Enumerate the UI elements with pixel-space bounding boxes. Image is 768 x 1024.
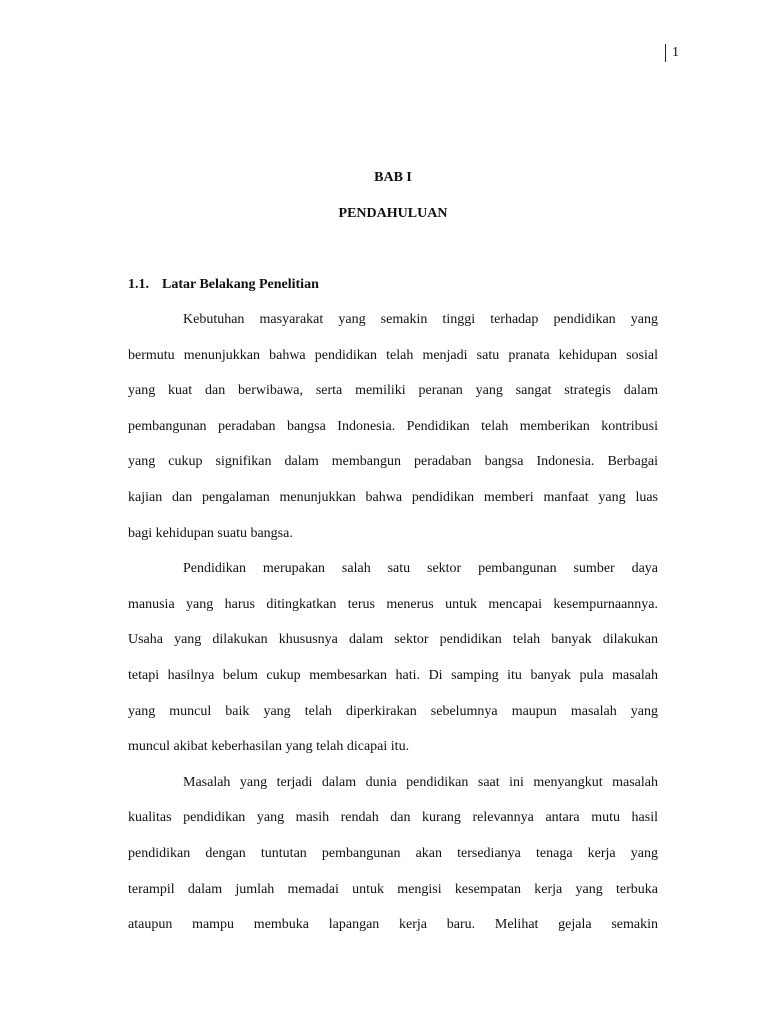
text-line: ataupun mampu membuka lapangan kerja baru. Melihat gejala semakin (128, 917, 658, 933)
chapter-title: PENDAHULUAN (338, 206, 448, 221)
chapter-label: BAB I (374, 170, 412, 185)
text-line: Usaha yang dilakukan khususnya dalam sektor pendidikan telah banyak dilakukan (128, 632, 658, 648)
page-number: 1 (665, 44, 679, 62)
section-number: 1.1. (128, 277, 149, 292)
text-line: bagi kehidupan suatu bangsa. (128, 525, 293, 541)
text-line: manusia yang harus ditingkatkan terus menerus untuk mencapai kesempurnaannya. (128, 596, 658, 612)
text-line: muncul akibat keberhasilan yang telah dicapai itu. (128, 739, 410, 755)
text-line: kajian dan pengalaman menunjukkan bahwa pendidikan memberi manfaat yang luas (128, 489, 658, 505)
text-line: Pendidikan merupakan salah satu sektor pembangunan sumber daya (183, 561, 658, 577)
text-line: terampil dalam jumlah memadai untuk mengisi kesempatan kerja yang terbuka (128, 881, 658, 897)
text-line: yang muncul baik yang telah diperkirakan sebelumnya maupun masalah yang (128, 703, 658, 719)
text-line: Masalah yang terjadi dalam dunia pendidikan saat ini menyangkut masalah (183, 774, 658, 790)
text-line: Kebutuhan masyarakat yang semakin tinggi terhadap pendidikan yang (183, 312, 658, 327)
section-heading (128, 275, 319, 295)
section-title: Latar Belakang Penelitian (162, 277, 319, 292)
text-line: yang kuat dan berwibawa, serta memiliki peranan yang sangat strategis dalam (128, 383, 658, 399)
text-line: kualitas pendidikan yang masih rendah dan kurang relevannya antara mutu hasil (128, 810, 658, 826)
text-line: yang cukup signifikan dalam membangun peradaban bangsa Indonesia. Berbagai (128, 454, 658, 470)
text-line: bermutu menunjukkan bahwa pendidikan telah menjadi satu pranata kehidupan sosial (128, 347, 658, 363)
text-line: pembangunan peradaban bangsa Indonesia. Pendidikan telah memberikan kontribusi (128, 418, 658, 434)
text-line: tetapi hasilnya belum cukup membesarkan hati. Di samping itu banyak pula masalah (128, 667, 658, 683)
text-line: pendidikan dengan tuntutan pembangunan akan tersedianya tenaga kerja yang (128, 845, 658, 861)
body-text (128, 310, 658, 951)
